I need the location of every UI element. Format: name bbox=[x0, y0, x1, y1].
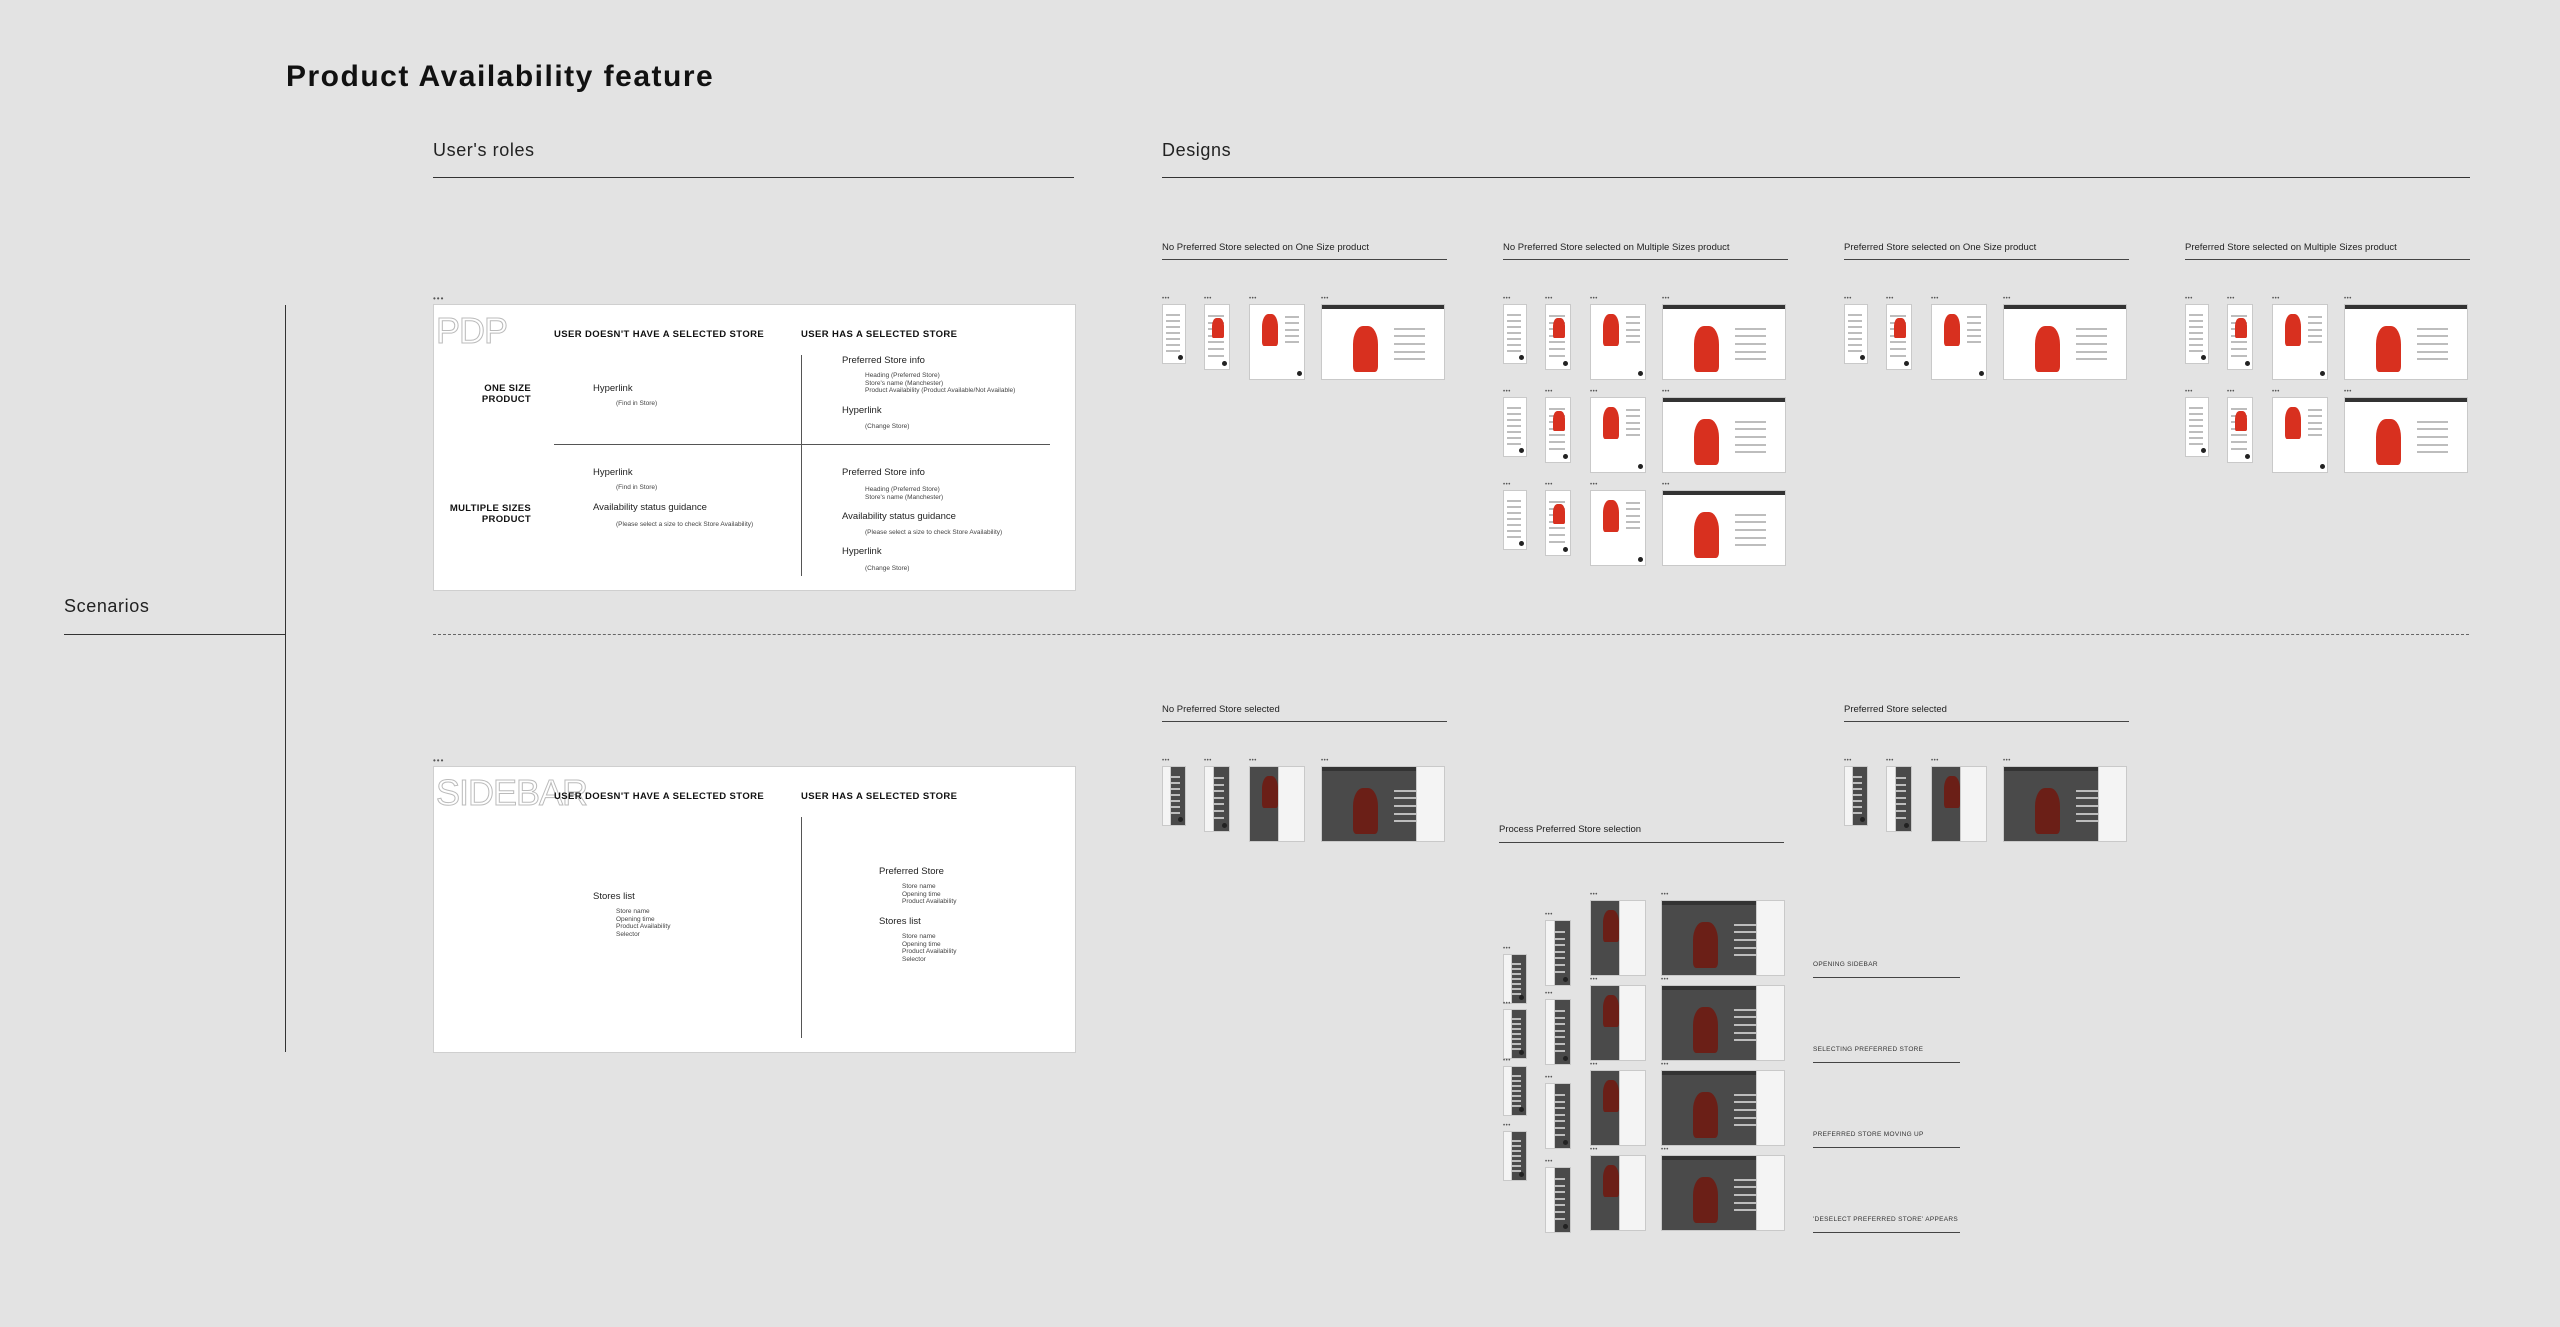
design-frame-thumbnail[interactable] bbox=[1204, 766, 1230, 832]
design-frame-thumbnail[interactable] bbox=[1662, 490, 1786, 566]
design-frame-thumbnail[interactable] bbox=[1590, 900, 1646, 976]
design-frame-thumbnail[interactable] bbox=[1249, 766, 1305, 842]
frame-menu-icon: ••• bbox=[1661, 1062, 1669, 1068]
multi-has-info: Preferred Store info bbox=[842, 467, 925, 478]
frame-menu-icon: ••• bbox=[2227, 389, 2235, 395]
design-frame-thumbnail[interactable] bbox=[1503, 490, 1527, 550]
divider bbox=[1844, 721, 2129, 722]
multi-no-hyperlink: Hyperlink bbox=[593, 467, 633, 478]
design-frame-thumbnail[interactable] bbox=[1545, 920, 1571, 986]
frame-menu-icon: ••• bbox=[2272, 296, 2280, 302]
frame-menu-icon: ••• bbox=[1661, 892, 1669, 898]
multi-has-hyperlink: Hyperlink bbox=[842, 546, 882, 557]
design-frame-thumbnail[interactable] bbox=[1545, 999, 1571, 1065]
frame-menu-icon: ••• bbox=[1662, 389, 1670, 395]
divider bbox=[1844, 259, 2129, 260]
has-store-list-sub: Store name Opening time Product Availability Selector bbox=[902, 933, 957, 963]
multi-has-info-sub: Heading (Preferred Store) Store's name (Manchester) bbox=[865, 486, 944, 501]
multi-has-hyperlink-sub: (Change Store) bbox=[865, 565, 910, 572]
design-frame-thumbnail[interactable] bbox=[1661, 1155, 1785, 1231]
divider bbox=[1503, 259, 1788, 260]
frame-menu-icon: ••• bbox=[2185, 389, 2193, 395]
row-header-multi-size: MULTIPLE SIZES PRODUCT bbox=[449, 503, 531, 525]
design-frame-thumbnail[interactable] bbox=[2003, 304, 2127, 380]
sidebar-roles-card bbox=[433, 766, 1076, 1053]
frame-menu-icon: ••• bbox=[1590, 1147, 1598, 1153]
frame-menu-icon: ••• bbox=[1545, 389, 1553, 395]
scenario-bracket bbox=[285, 305, 286, 1052]
design-frame-thumbnail[interactable] bbox=[1503, 397, 1527, 457]
frame-menu-icon: ••• bbox=[2272, 389, 2280, 395]
design-frame-thumbnail[interactable] bbox=[1931, 766, 1987, 842]
one-has-hyperlink: Hyperlink bbox=[842, 405, 882, 416]
frame-menu-icon: ••• bbox=[1662, 296, 1670, 302]
col-header-has-store: USER HAS A SELECTED STORE bbox=[801, 791, 958, 802]
frame-menu-icon: ••• bbox=[2003, 296, 2011, 302]
frame-menu-icon: ••• bbox=[1886, 758, 1894, 764]
group-label: Preferred Store selected on Multiple Sizes product bbox=[2185, 242, 2397, 253]
no-store-list: Stores list bbox=[593, 891, 635, 902]
frame-menu-icon: ••• bbox=[1590, 977, 1598, 983]
divider bbox=[1162, 259, 1447, 260]
one-has-info: Preferred Store info bbox=[842, 355, 925, 366]
frame-menu-icon: ••• bbox=[1661, 977, 1669, 983]
divider bbox=[1813, 1062, 1960, 1063]
divider bbox=[1162, 177, 2470, 178]
step-label: 'DESELECT PREFERRED STORE' APPEARS bbox=[1813, 1216, 1959, 1223]
design-frame-thumbnail[interactable] bbox=[1844, 304, 1868, 364]
grid-divider bbox=[801, 817, 802, 1038]
design-frame-thumbnail[interactable] bbox=[1590, 397, 1646, 473]
frame-menu-icon: ••• bbox=[2185, 296, 2193, 302]
frame-menu-icon: ••• bbox=[2344, 296, 2352, 302]
frame-menu-icon: ••• bbox=[1545, 912, 1553, 918]
frame-menu-icon: ••• bbox=[1886, 296, 1894, 302]
design-frame-thumbnail[interactable] bbox=[1545, 304, 1571, 370]
frame-menu-icon: ••• bbox=[1204, 296, 1212, 302]
frame-menu-icon: ••• bbox=[1503, 1001, 1511, 1007]
frame-menu-icon: ••• bbox=[1545, 482, 1553, 488]
frame-menu-icon: ••• bbox=[1661, 1147, 1669, 1153]
group-label: No Preferred Store selected on Multiple Sizes product bbox=[1503, 242, 1730, 253]
frame-menu-icon: ••• bbox=[1321, 296, 1329, 302]
design-frame-thumbnail[interactable] bbox=[1886, 304, 1912, 370]
step-label: PREFERRED STORE MOVING UP bbox=[1813, 1131, 1924, 1138]
divider bbox=[1813, 1147, 1960, 1148]
divider bbox=[433, 177, 1074, 178]
has-store-preferred-sub: Store name Opening time Product Availability bbox=[902, 883, 957, 905]
divider bbox=[2185, 259, 2470, 260]
divider bbox=[1813, 1232, 1960, 1233]
frame-menu-icon: ••• bbox=[1590, 892, 1598, 898]
design-frame-thumbnail[interactable] bbox=[1321, 766, 1445, 842]
frame-menu-icon[interactable]: ••• bbox=[433, 756, 445, 765]
has-store-list: Stores list bbox=[879, 916, 921, 927]
frame-menu-icon: ••• bbox=[1503, 389, 1511, 395]
divider bbox=[64, 634, 286, 635]
frame-menu-icon: ••• bbox=[2003, 758, 2011, 764]
col-header-has-store: USER HAS A SELECTED STORE bbox=[801, 329, 958, 340]
frame-menu-icon: ••• bbox=[1590, 1062, 1598, 1068]
group-label: Preferred Store selected on One Size product bbox=[1844, 242, 2037, 253]
design-frame-thumbnail[interactable] bbox=[2272, 397, 2328, 473]
design-frame-thumbnail[interactable] bbox=[1662, 397, 1786, 473]
frame-menu-icon: ••• bbox=[2227, 296, 2235, 302]
design-frame-thumbnail[interactable] bbox=[2272, 304, 2328, 380]
design-frame-thumbnail[interactable] bbox=[2344, 397, 2468, 473]
multi-no-guidance-sub: (Please select a size to check Store Availability) bbox=[616, 521, 754, 528]
design-frame-thumbnail[interactable] bbox=[2227, 304, 2253, 370]
design-frame-thumbnail[interactable] bbox=[1590, 1070, 1646, 1146]
frame-menu-icon: ••• bbox=[1503, 482, 1511, 488]
group-label: No Preferred Store selected on One Size product bbox=[1162, 242, 1370, 253]
frame-menu-icon: ••• bbox=[1321, 758, 1329, 764]
design-frame-thumbnail[interactable] bbox=[1590, 1155, 1646, 1231]
group-label: Process Preferred Store selection bbox=[1499, 824, 1642, 835]
frame-menu-icon: ••• bbox=[1162, 758, 1170, 764]
frame-menu-icon: ••• bbox=[1204, 758, 1212, 764]
group-label: Preferred Store selected bbox=[1844, 704, 1947, 715]
frame-menu-icon: ••• bbox=[1503, 1123, 1511, 1129]
frame-menu-icon: ••• bbox=[1545, 296, 1553, 302]
section-designs: Designs bbox=[1162, 140, 1232, 160]
frame-menu-icon: ••• bbox=[1162, 296, 1170, 302]
design-frame-thumbnail[interactable] bbox=[1590, 304, 1646, 380]
divider bbox=[1813, 977, 1960, 978]
design-frame-thumbnail[interactable] bbox=[1661, 1070, 1785, 1146]
frame-menu-icon: ••• bbox=[1931, 758, 1939, 764]
step-label: SELECTING PREFERRED STORE bbox=[1813, 1046, 1924, 1053]
design-frame-thumbnail[interactable] bbox=[1662, 304, 1786, 380]
step-label: OPENING SIDEBAR bbox=[1813, 961, 1878, 968]
page-title: Product Availability feature bbox=[286, 60, 715, 93]
frame-menu-icon: ••• bbox=[1931, 296, 1939, 302]
design-frame-thumbnail[interactable] bbox=[1545, 397, 1571, 463]
scenario-separator bbox=[433, 634, 2469, 635]
frame-menu-icon: ••• bbox=[1545, 1159, 1553, 1165]
design-frame-thumbnail[interactable] bbox=[2344, 304, 2468, 380]
frame-menu-icon: ••• bbox=[1590, 296, 1598, 302]
one-no-hyperlink-sub: (Find in Store) bbox=[616, 400, 658, 407]
frame-menu-icon: ••• bbox=[1249, 758, 1257, 764]
divider bbox=[1162, 721, 1447, 722]
one-has-hyperlink-sub: (Change Store) bbox=[865, 423, 910, 430]
one-no-hyperlink: Hyperlink bbox=[593, 383, 633, 394]
design-frame-thumbnail[interactable] bbox=[1162, 766, 1186, 826]
design-frame-thumbnail[interactable] bbox=[1661, 985, 1785, 1061]
design-frame-thumbnail[interactable] bbox=[2185, 304, 2209, 364]
col-header-no-store: USER DOESN'T HAVE A SELECTED STORE bbox=[554, 791, 765, 802]
pdp-watermark: PDP bbox=[436, 310, 508, 351]
design-frame-thumbnail[interactable] bbox=[1162, 304, 1186, 364]
design-frame-thumbnail[interactable] bbox=[1545, 1083, 1571, 1149]
multi-has-guidance-sub: (Please select a size to check Store Availability) bbox=[865, 529, 1003, 536]
design-frame-thumbnail[interactable] bbox=[1503, 1131, 1527, 1181]
design-frame-thumbnail[interactable] bbox=[1503, 1066, 1527, 1116]
pdp-roles-card bbox=[433, 304, 1076, 591]
frame-menu-icon: ••• bbox=[1503, 946, 1511, 952]
design-frame-thumbnail[interactable] bbox=[1321, 304, 1445, 380]
design-frame-thumbnail[interactable] bbox=[1545, 490, 1571, 556]
frame-menu-icon: ••• bbox=[1662, 482, 1670, 488]
design-frame-thumbnail[interactable] bbox=[1931, 304, 1987, 380]
frame-menu-icon: ••• bbox=[1844, 296, 1852, 302]
frame-menu-icon: ••• bbox=[1503, 296, 1511, 302]
section-scenarios: Scenarios bbox=[64, 596, 150, 616]
design-frame-thumbnail[interactable] bbox=[1503, 1009, 1527, 1059]
design-frame-thumbnail[interactable] bbox=[1503, 304, 1527, 364]
design-frame-thumbnail[interactable] bbox=[1661, 900, 1785, 976]
multi-has-guidance: Availability status guidance bbox=[842, 511, 956, 522]
frame-menu-icon: ••• bbox=[1844, 758, 1852, 764]
design-frame-thumbnail[interactable] bbox=[1249, 304, 1305, 380]
design-frame-thumbnail[interactable] bbox=[2003, 766, 2127, 842]
no-store-list-sub: Store name Opening time Product Availability Selector bbox=[616, 908, 671, 938]
frame-menu-icon: ••• bbox=[1249, 296, 1257, 302]
frame-menu-icon: ••• bbox=[1590, 389, 1598, 395]
frame-menu-icon: ••• bbox=[1503, 1058, 1511, 1064]
frame-menu-icon: ••• bbox=[1545, 1075, 1553, 1081]
design-frame-thumbnail[interactable] bbox=[1545, 1167, 1571, 1233]
grid-divider bbox=[801, 355, 802, 576]
design-frame-thumbnail[interactable] bbox=[1886, 766, 1912, 832]
divider bbox=[1499, 842, 1784, 843]
design-frame-thumbnail[interactable] bbox=[1204, 304, 1230, 370]
design-frame-thumbnail[interactable] bbox=[1590, 985, 1646, 1061]
grid-divider bbox=[554, 444, 1050, 445]
design-frame-thumbnail[interactable] bbox=[1844, 766, 1868, 826]
col-header-no-store: USER DOESN'T HAVE A SELECTED STORE bbox=[554, 329, 765, 340]
has-store-preferred: Preferred Store bbox=[879, 866, 944, 877]
frame-menu-icon: ••• bbox=[1590, 482, 1598, 488]
design-frame-thumbnail[interactable] bbox=[1503, 954, 1527, 1004]
design-frame-thumbnail[interactable] bbox=[1590, 490, 1646, 566]
row-header-one-size: ONE SIZE PRODUCT bbox=[481, 383, 531, 405]
group-label: No Preferred Store selected bbox=[1162, 704, 1280, 715]
frame-menu-icon[interactable]: ••• bbox=[433, 294, 445, 303]
design-frame-thumbnail[interactable] bbox=[2227, 397, 2253, 463]
one-has-info-sub: Heading (Preferred Store) Store's name (Manchester) Product Availability (Product Available/Not Available) bbox=[865, 372, 1016, 394]
section-users-roles: User's roles bbox=[433, 140, 535, 160]
frame-menu-icon: ••• bbox=[2344, 389, 2352, 395]
sidebar-watermark: SIDEBAR bbox=[436, 772, 588, 813]
design-frame-thumbnail[interactable] bbox=[2185, 397, 2209, 457]
multi-no-hyperlink-sub: (Find in Store) bbox=[616, 484, 658, 491]
frame-menu-icon: ••• bbox=[1545, 991, 1553, 997]
multi-no-guidance: Availability status guidance bbox=[593, 502, 707, 513]
